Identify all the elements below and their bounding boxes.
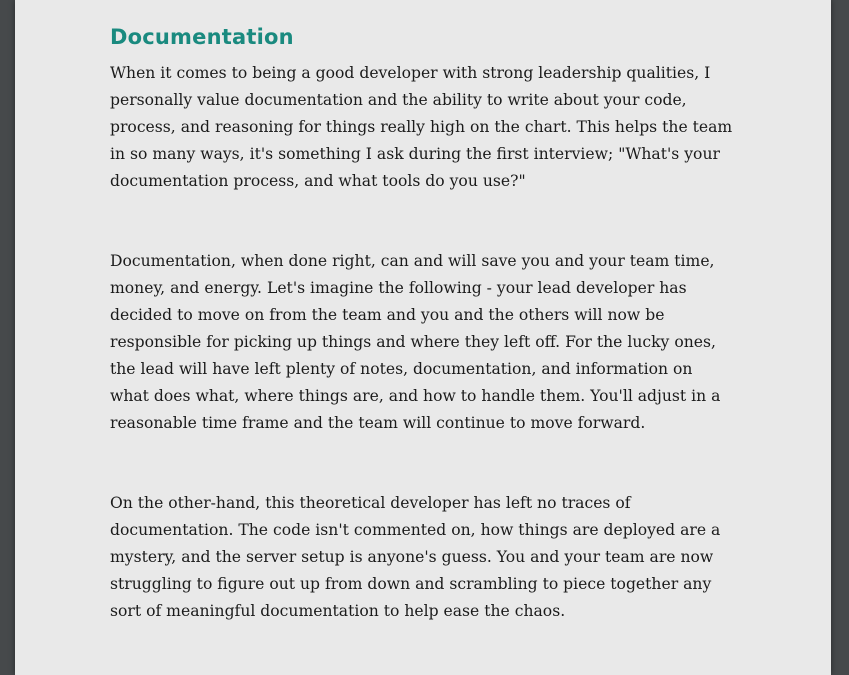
paragraph-benefits: Documentation, when done right, can and will save you and your team time, money, and energy. Let's imagine the following - your lead developer has decided to move on from the team and you and the others will now be responsible for picking up things and where they left off. For the lucky ones, the lead will have left plenty of notes, documentation, and information on what does what, where things are, and how to handle them. You'll adjust in a reasonable time frame and the team will continue to move forward.	[110, 252, 721, 432]
paragraph-intro: When it comes to being a good developer with strong leadership qualities, I personally value documentation and the ability to write about your code, process, and reasoning for things really high on the chart. This helps the team in so many ways, it's something I ask during the first interview; "What's your documentation process, and what tools do you use?"	[110, 64, 733, 190]
article-section	[110, 23, 735, 625]
section-heading: Documentation	[110, 25, 294, 49]
document-page	[15, 0, 831, 675]
paragraph-counterexample: On the other-hand, this theoretical developer has left no traces of documentation. The code isn't commented on, how things are deployed are a mystery, and the server setup is anyone's guess. You and your team are now struggling to figure out up from down and scrambling to piece together any sort of meaningful documentation to help ease the chaos.	[110, 494, 721, 620]
